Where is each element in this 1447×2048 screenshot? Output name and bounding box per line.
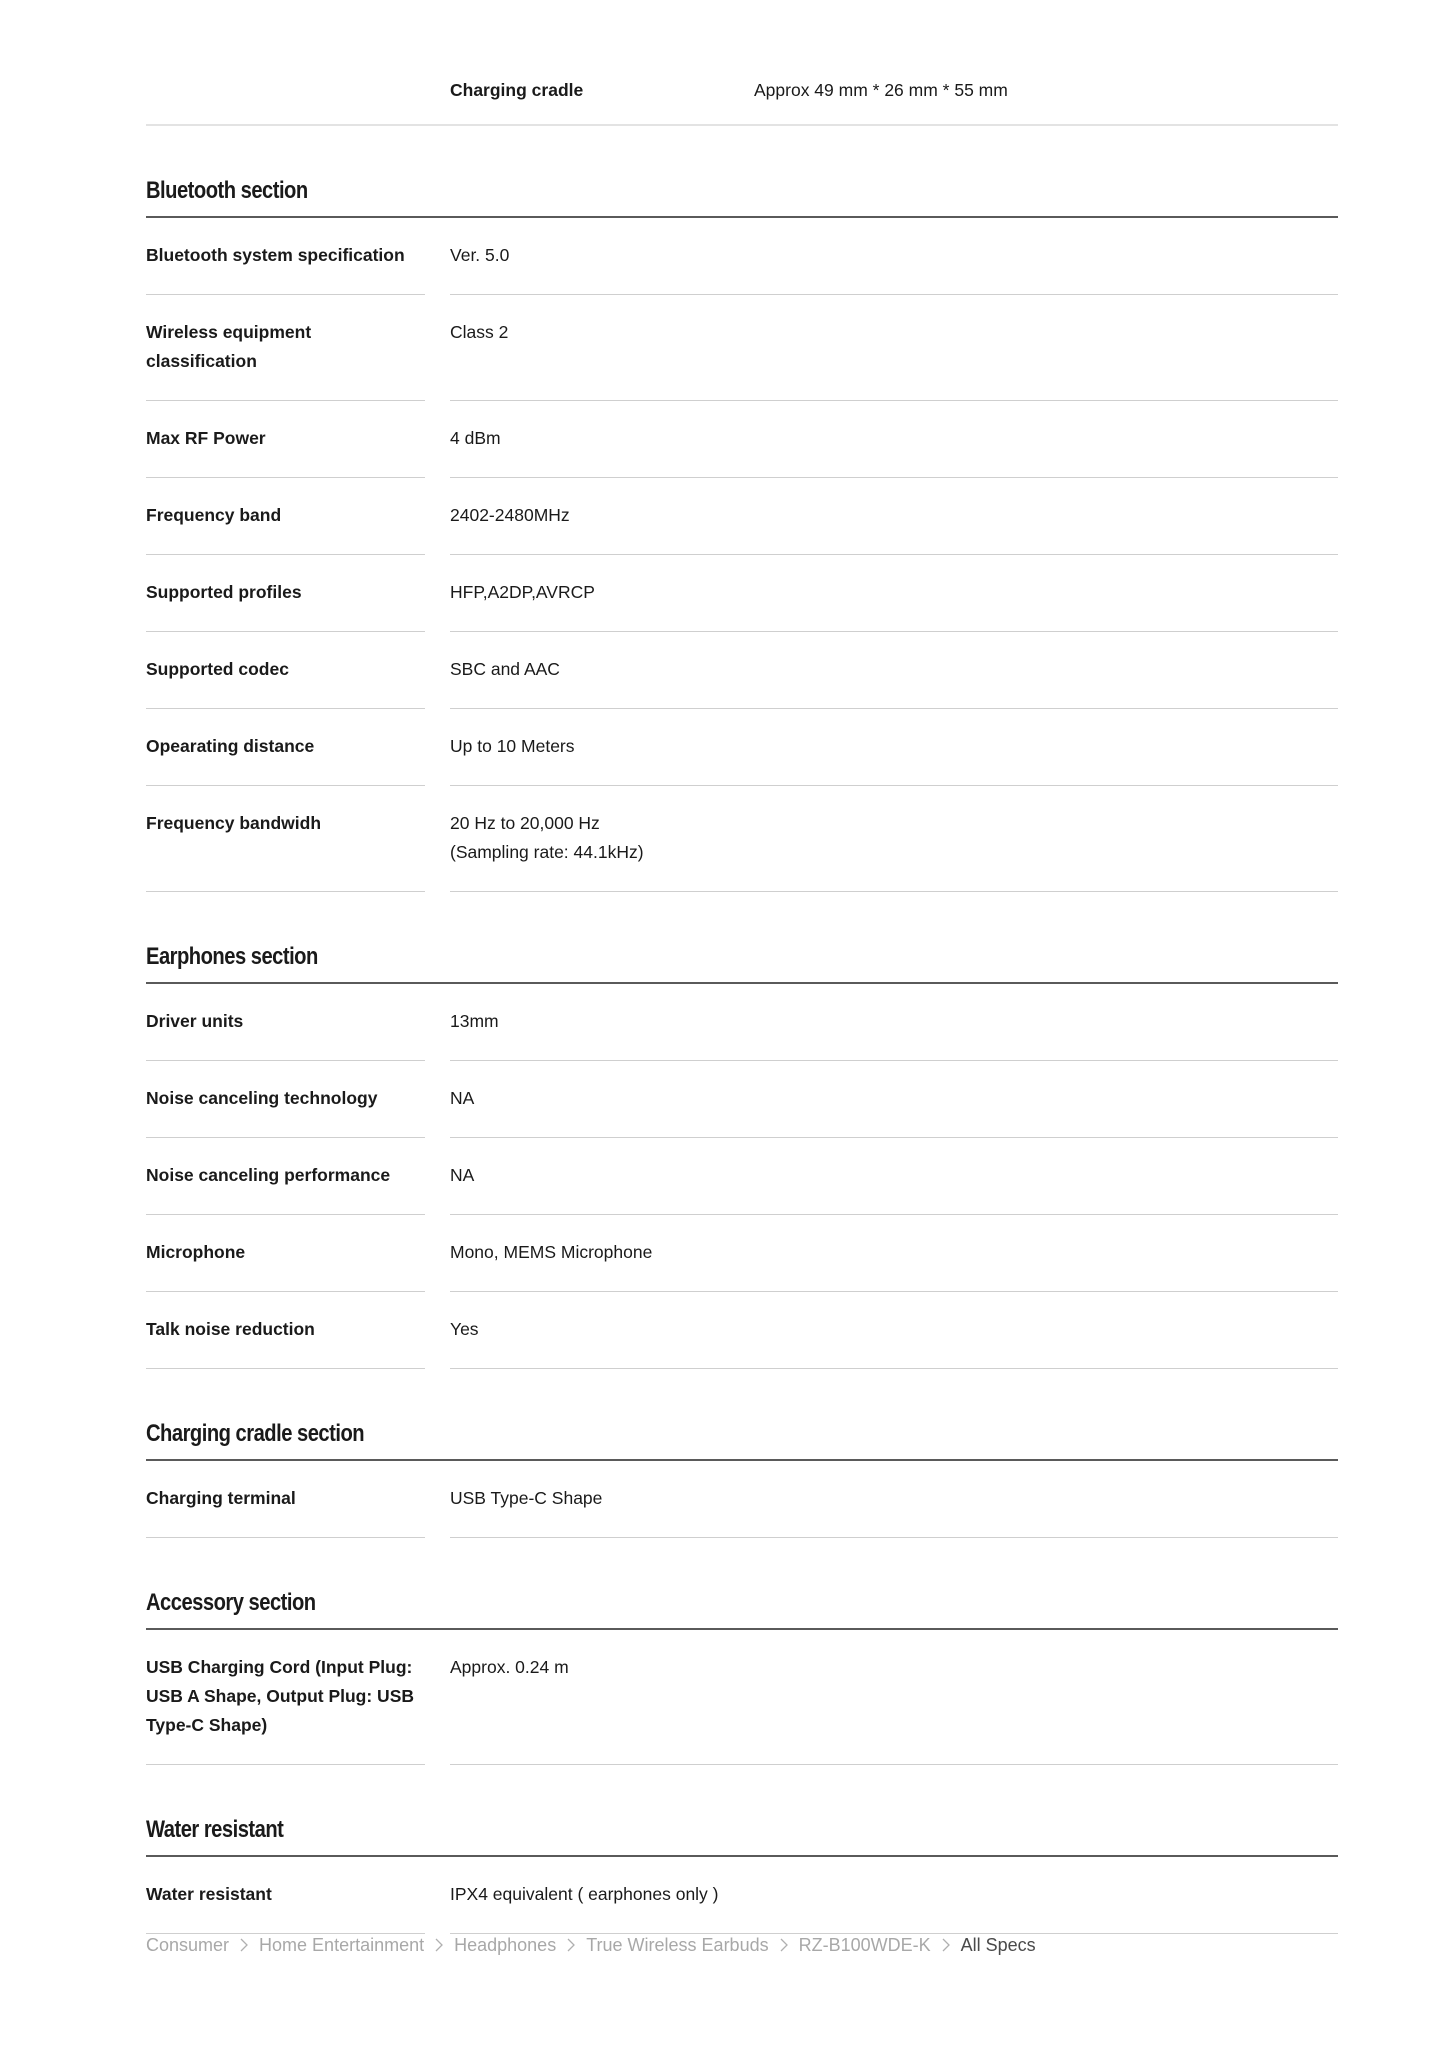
spec-label: Driver units [146, 984, 425, 1061]
spec-row-charging-cradle [146, 0, 1338, 126]
spec-value: 13mm [450, 984, 1338, 1061]
spec-label: Charging terminal [146, 1461, 425, 1538]
spec-label: Talk noise reduction [146, 1292, 425, 1369]
spec-value: Mono, MEMS Microphone [450, 1215, 1338, 1292]
spec-label: Supported codec [146, 632, 425, 709]
breadcrumb-link-true-wireless-earbuds[interactable]: True Wireless Earbuds [586, 1935, 769, 1955]
table-row [146, 295, 1338, 401]
spec-value: Approx. 0.24 m [450, 1630, 1338, 1765]
section-title: Charging cradle section [146, 1420, 365, 1447]
spec-value: IPX4 equivalent ( earphones only ) [450, 1857, 1338, 1934]
spec-table [146, 984, 1338, 1369]
breadcrumb-link-home-entertainment[interactable]: Home Entertainment [259, 1935, 425, 1955]
chevron-right-icon [556, 1937, 586, 1955]
spec-value: USB Type-C Shape [450, 1461, 1338, 1538]
spec-table [146, 218, 1338, 892]
breadcrumb-link-model[interactable]: RZ-B100WDE-K [798, 1935, 931, 1955]
spec-table [146, 1461, 1338, 1538]
section-bluetooth [146, 126, 1338, 892]
section-title: Accessory section [146, 1589, 316, 1616]
table-row [146, 401, 1338, 478]
chevron-right-icon [769, 1937, 799, 1955]
spec-label: Microphone [146, 1215, 425, 1292]
spec-label: Water resistant [146, 1857, 425, 1934]
spec-value: NA [450, 1061, 1338, 1138]
section-title: Water resistant [146, 1816, 284, 1843]
section-accessory [146, 1538, 1338, 1765]
table-row [146, 1857, 1338, 1934]
table-row [146, 984, 1338, 1061]
table-row [146, 1461, 1338, 1538]
section-title: Bluetooth section [146, 177, 308, 204]
spec-page [146, 0, 1338, 1934]
table-row [146, 1630, 1338, 1765]
spec-label: Frequency bandwidh [146, 786, 425, 892]
spec-value: Ver. 5.0 [450, 218, 1338, 295]
spec-label: Wireless equipment classification [146, 295, 425, 401]
chevron-right-icon [931, 1937, 961, 1955]
spec-table [146, 1630, 1338, 1765]
spec-value: 4 dBm [450, 401, 1338, 478]
spec-label: Max RF Power [146, 401, 425, 478]
spec-value: Approx 49 mm * 26 mm * 55 mm [754, 80, 1008, 100]
spec-value [450, 786, 1338, 892]
table-row [146, 709, 1338, 786]
chevron-right-icon [229, 1937, 259, 1955]
table-row [146, 218, 1338, 295]
spec-value: Class 2 [450, 295, 1338, 401]
spec-value: 2402-2480MHz [450, 478, 1338, 555]
spec-value: HFP,A2DP,AVRCP [450, 555, 1338, 632]
breadcrumb-link-consumer[interactable]: Consumer [146, 1935, 230, 1955]
spec-label: Frequency band [146, 478, 425, 555]
spec-value: Up to 10 Meters [450, 709, 1338, 786]
spec-label: Supported profiles [146, 555, 425, 632]
table-row [146, 632, 1338, 709]
spec-label: Noise canceling performance [146, 1138, 425, 1215]
spec-table [146, 1857, 1338, 1934]
spec-label: Opearating distance [146, 709, 425, 786]
spec-label: Bluetooth system specification [146, 218, 425, 295]
table-row [146, 478, 1338, 555]
breadcrumb-current: All Specs [960, 1935, 1036, 1955]
spec-value-line: (Sampling rate: 44.1kHz) [450, 842, 644, 862]
table-row [146, 786, 1338, 892]
section-earphones [146, 892, 1338, 1369]
table-row [146, 1138, 1338, 1215]
spec-label: Noise canceling technology [146, 1061, 425, 1138]
breadcrumb-link-headphones[interactable]: Headphones [454, 1935, 557, 1955]
spec-value: NA [450, 1138, 1338, 1215]
table-row [146, 1215, 1338, 1292]
spec-value: SBC and AAC [450, 632, 1338, 709]
table-row [146, 555, 1338, 632]
section-water-resistant [146, 1765, 1338, 1934]
spec-value: Yes [450, 1292, 1338, 1369]
table-row [146, 1061, 1338, 1138]
spec-value-line: 20 Hz to 20,000 Hz [450, 813, 600, 833]
breadcrumb [146, 1935, 1036, 1956]
spec-label: USB Charging Cord (Input Plug: USB A Shape, Output Plug: USB Type-C Shape) [146, 1630, 425, 1765]
section-title: Earphones section [146, 943, 318, 970]
table-row [146, 1292, 1338, 1369]
section-charging-cradle [146, 1369, 1338, 1538]
spec-label: Charging cradle [450, 80, 584, 100]
chevron-right-icon [424, 1937, 454, 1955]
